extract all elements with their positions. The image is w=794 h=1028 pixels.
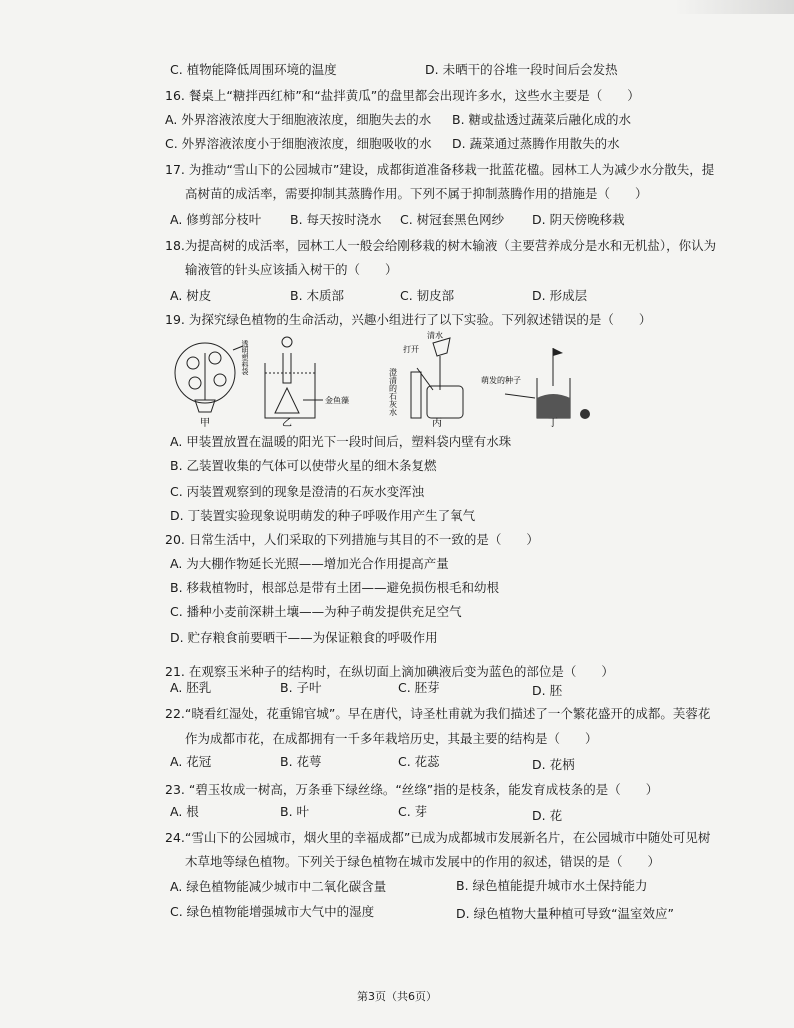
- label-jia: 甲: [200, 418, 210, 428]
- q16-stem: 16. 餐桌上“糖拌西红柿”和“盐拌黄瓜”的盘里都会出现许多水，这些水主要是（ ）: [165, 88, 640, 103]
- label-bag: 透明塑料袋: [241, 340, 249, 375]
- q21-option-a[interactable]: A. 胚乳: [170, 680, 212, 695]
- q21-option-b[interactable]: B. 子叶: [280, 680, 322, 695]
- q17-stem-line2: 高树苗的成活率，需要抑制其蒸腾作用。下列不属于抑制蒸腾作用的措施是（ ）: [185, 186, 648, 201]
- q18-stem-line2: 输液管的针头应该插入树干的（ ）: [185, 262, 398, 277]
- q15-option-d[interactable]: D. 未晒干的谷堆一段时间后会发热: [425, 62, 618, 77]
- q24-option-d[interactable]: D. 绿色植物大量种植可导致“温室效应”: [456, 906, 675, 921]
- q16-option-b[interactable]: B. 糖或盐透过蔬菜后融化成的水: [452, 112, 632, 127]
- q17-option-c[interactable]: C. 树冠套黑色网纱: [400, 212, 505, 227]
- q22-option-d[interactable]: D. 花柄: [532, 757, 575, 772]
- q23-option-a[interactable]: A. 根: [170, 804, 199, 819]
- q22-option-b[interactable]: B. 花萼: [280, 754, 322, 769]
- scan-edge-artifact: [674, 0, 794, 14]
- q24-stem-line1: 24.“雪山下的公园城市，烟火里的幸福成都”已成为成都城市发展新名片，在公园城市中随处可见树: [165, 830, 711, 845]
- q24-option-a[interactable]: A. 绿色植物能减少城市中二氧化碳含量: [170, 879, 387, 894]
- q21-stem: 21. 在观察玉米种子的结构时，在纵切面上滴加碘液后变为蓝色的部位是（ ）: [165, 664, 614, 679]
- q18-stem-line1: 18.为提高树的成活率，园林工人一般会给刚移栽的树木输液（主要营养成分是水和无机盐），你认为: [165, 238, 717, 253]
- label-open: 打开: [403, 345, 419, 354]
- apparatus-yi: [265, 337, 349, 428]
- apparatus-bing: [389, 330, 464, 428]
- q22-stem-line2: 作为成都市花，在成都拥有一千多年栽培历史，其最主要的结构是（ ）: [185, 731, 598, 746]
- apparatus-ding: [481, 348, 590, 428]
- q18-option-c[interactable]: C. 韧皮部: [400, 288, 455, 303]
- q19-figure-svg: [165, 328, 605, 428]
- q19-option-a[interactable]: A. 甲装置放置在温暖的阳光下一段时间后，塑料袋内壁有水珠: [170, 434, 512, 449]
- q20-option-c[interactable]: C. 播种小麦前深耕土壤——为种子萌发提供充足空气: [170, 604, 462, 619]
- q23-option-b[interactable]: B. 叶: [280, 804, 310, 819]
- label-limewater: 澄清的石灰水: [388, 368, 398, 416]
- q18-option-d[interactable]: D. 形成层: [532, 288, 588, 303]
- q24-stem-line2: 木草地等绿色植物。下列关于绿色植物在城市发展中的作用的叙述，错误的是（ ）: [185, 854, 661, 869]
- label-yi: 乙: [282, 418, 292, 428]
- q20-stem: 20. 日常生活中，人们采取的下列措施与其目的不一致的是（ ）: [165, 532, 539, 547]
- q16-option-d[interactable]: D. 蔬菜通过蒸腾作用散失的水: [452, 136, 620, 151]
- q18-option-a[interactable]: A. 树皮: [170, 288, 212, 303]
- q22-option-c[interactable]: C. 花蕊: [398, 754, 440, 769]
- q24-option-b[interactable]: B. 绿色植能提升城市水土保持能力: [456, 878, 648, 893]
- q19-option-b[interactable]: B. 乙装置收集的气体可以使带火星的细木条复燃: [170, 458, 437, 473]
- q23-stem: 23. “碧玉妆成一树高，万条垂下绿丝绦。“丝绦”指的是枝条，能发育成枝条的是（ ）: [165, 782, 659, 797]
- q18-option-b[interactable]: B. 木质部: [290, 288, 345, 303]
- q20-option-d[interactable]: D. 贮存粮食前要晒干——为保证粮食的呼吸作用: [170, 630, 438, 645]
- q22-stem-line1: 22.“晓看红湿处，花重锦官城”。早在唐代，诗圣杜甫就为我们描述了一个繁花盛开的成都。芙蓉花: [165, 706, 711, 721]
- q20-option-b[interactable]: B. 移栽植物时，根部总是带有土团——避免损伤根毛和幼根: [170, 580, 500, 595]
- q19-option-d[interactable]: D. 丁装置实验现象说明萌发的种子呼吸作用产生了氧气: [170, 508, 476, 523]
- q24-option-c[interactable]: C. 绿色植物能增强城市大气中的湿度: [170, 904, 375, 919]
- label-bing: 丙: [432, 418, 442, 428]
- q19-experiment-figure: [165, 328, 605, 428]
- page-footer: 第3页（共6页）: [357, 990, 437, 1003]
- q17-stem-line1: 17. 为推动“雪山下的公园城市”建设，成都街道准备移栽一批蓝花楹。园林工人为减少水分散失，提: [165, 162, 715, 177]
- q23-option-c[interactable]: C. 芽: [398, 804, 428, 819]
- q17-option-a[interactable]: A. 修剪部分枝叶: [170, 212, 262, 227]
- label-ding: 丁: [548, 418, 558, 428]
- label-water: 清水: [427, 331, 443, 340]
- q16-option-c[interactable]: C. 外界溶液浓度小于细胞液浓度，细胞吸收的水: [165, 136, 432, 151]
- q17-option-b[interactable]: B. 每天按时浇水: [290, 212, 382, 227]
- q21-option-d[interactable]: D. 胚: [532, 683, 563, 698]
- q15-option-c[interactable]: C. 植物能降低周围环境的温度: [170, 62, 337, 77]
- q20-option-a[interactable]: A. 为大棚作物延长光照——增加光合作用提高产量: [170, 556, 449, 571]
- q17-option-d[interactable]: D. 阴天傍晚移栽: [532, 212, 625, 227]
- q21-option-c[interactable]: C. 胚芽: [398, 680, 440, 695]
- q19-stem: 19. 为探究绿色植物的生命活动，兴趣小组进行了以下实验。下列叙述错误的是（ ）: [165, 312, 652, 327]
- q19-option-c[interactable]: C. 丙装置观察到的现象是澄清的石灰水变浑浊: [170, 484, 425, 499]
- label-algae: 金鱼藻: [325, 396, 349, 405]
- apparatus-jia: [175, 339, 249, 428]
- label-seeds: 萌发的种子: [481, 376, 521, 385]
- q16-option-a[interactable]: A. 外界溶液浓度大于细胞液浓度，细胞失去的水: [165, 112, 432, 127]
- q23-option-d[interactable]: D. 花: [532, 808, 563, 823]
- q22-option-a[interactable]: A. 花冠: [170, 754, 212, 769]
